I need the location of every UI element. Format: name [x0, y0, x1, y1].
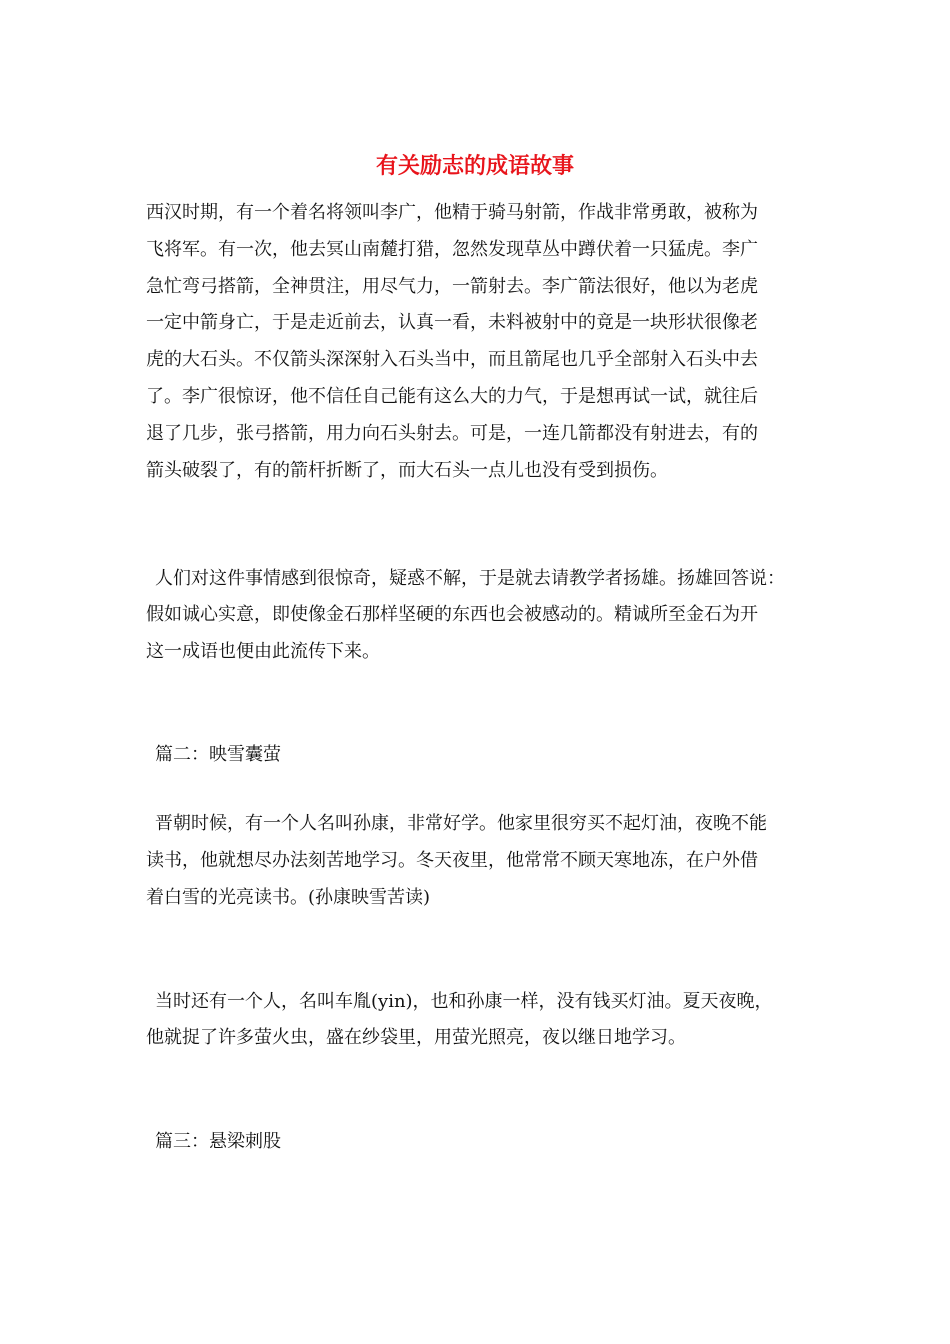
paragraph-line: 箭头破裂了，有的箭杆折断了，而大石头一点儿也没有受到损伤。 [146, 460, 668, 481]
paragraph-line: 当时还有一个人，名叫车胤(yin)，也和孙康一样，没有钱买灯油。夏天夜晚， [155, 991, 773, 1012]
section-heading: 篇二：映雪囊萤 [155, 744, 281, 765]
paragraph-line: 一定中箭身亡，于是走近前去，认真一看，未料被射中的竟是一块形状很像老 [146, 312, 758, 333]
section-heading: 篇三：悬梁刺股 [155, 1131, 281, 1152]
paragraph-line: 他就捉了许多萤火虫，盛在纱袋里，用萤光照亮，夜以继日地学习。 [146, 1027, 686, 1048]
paragraph-line: 了。李广很惊讶，他不信任自己能有这么大的力气，于是想再试一试，就往后 [146, 386, 758, 407]
paragraph-line: 退了几步，张弓搭箭，用力向石头射去。可是，一连几箭都没有射进去，有的 [146, 423, 758, 444]
document-title: 有关励志的成语故事 [375, 154, 574, 179]
paragraph-line: 急忙弯弓搭箭，全神贯注，用尽气力，一箭射去。李广箭法很好，他以为老虎 [146, 276, 758, 297]
paragraph-line: 着白雪的光亮读书。(孙康映雪苦读) [146, 887, 431, 908]
paragraph-line: 人们对这件事情感到很惊奇，疑惑不解，于是就去请教学者扬雄。扬雄回答说： [155, 568, 785, 589]
paragraph-line: 晋朝时候，有一个人名叫孙康，非常好学。他家里很穷买不起灯油，夜晚不能 [155, 813, 767, 834]
paragraph-line: 假如诚心实意，即使像金石那样坚硬的东西也会被感动的。精诚所至金石为开 [146, 604, 758, 625]
paragraph-line: 这一成语也便由此流传下来。 [146, 641, 380, 662]
paragraph-line: 飞将军。有一次，他去冥山南麓打猎，忽然发现草丛中蹲伏着一只猛虎。李广 [146, 239, 758, 260]
paragraph-line: 虎的大石头。不仅箭头深深射入石头当中，而且箭尾也几乎全部射入石头中去 [146, 349, 758, 370]
paragraph-line: 读书，他就想尽办法刻苦地学习。冬天夜里，他常常不顾天寒地冻，在户外借 [146, 850, 758, 871]
paragraph-line: 西汉时期，有一个着名将领叫李广，他精于骑马射箭，作战非常勇敢，被称为 [146, 202, 758, 223]
